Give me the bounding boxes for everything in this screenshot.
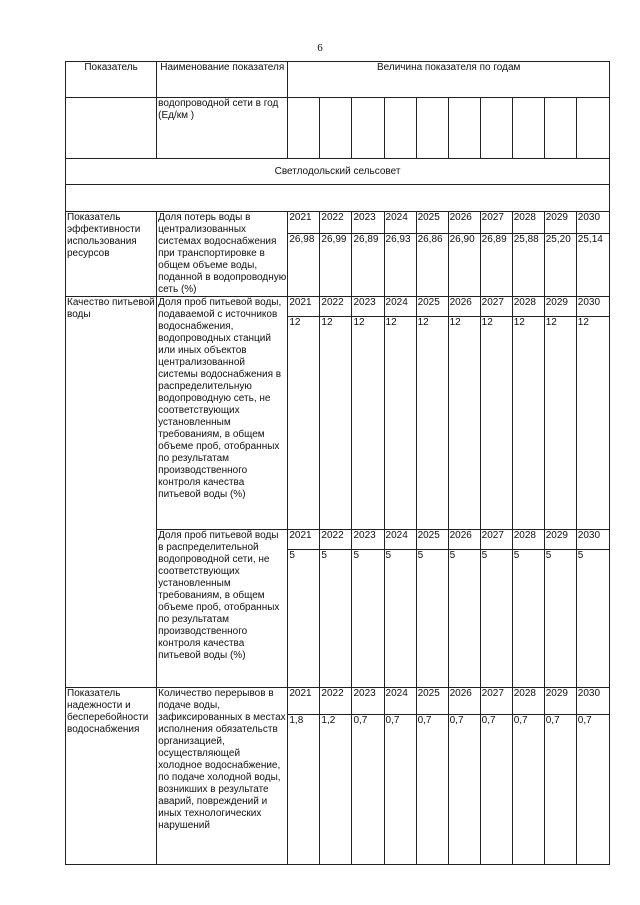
year-cell: 2028 xyxy=(512,530,544,550)
year-cell: 2022 xyxy=(320,688,352,715)
value-cell: 0,7 xyxy=(384,715,416,865)
value-cell: 12 xyxy=(576,317,609,530)
year-cell: 2029 xyxy=(544,212,576,234)
value-cell: 12 xyxy=(320,317,352,530)
years-row xyxy=(66,688,610,715)
value-cell: 0,7 xyxy=(448,715,480,865)
year-cell: 2030 xyxy=(576,530,609,550)
year-cell: 2026 xyxy=(448,530,480,550)
value-cell: 5 xyxy=(352,550,384,688)
section-row xyxy=(66,159,610,185)
year-cell: 2024 xyxy=(384,212,416,234)
year-cell: 2025 xyxy=(416,530,448,550)
value-cell: 26,93 xyxy=(384,234,416,297)
value-cell: 5 xyxy=(384,550,416,688)
year-cell: 2025 xyxy=(416,688,448,715)
value-cell: 12 xyxy=(288,317,320,530)
value-cell: 26,99 xyxy=(320,234,352,297)
value-cell: 12 xyxy=(544,317,576,530)
year-cell: 2021 xyxy=(288,212,320,234)
year-cell: 2027 xyxy=(480,688,512,715)
years-row xyxy=(66,297,610,317)
header-row xyxy=(66,62,610,98)
year-cell: 2026 xyxy=(448,297,480,317)
header-indicator: Показатель xyxy=(66,62,157,98)
year-cell: 2024 xyxy=(384,297,416,317)
value-cell: 5 xyxy=(448,550,480,688)
value-cell: 0,7 xyxy=(416,715,448,865)
continuation-empty xyxy=(66,98,157,159)
year-cell: 2029 xyxy=(544,530,576,550)
value-cell: 5 xyxy=(576,550,609,688)
value-cell: 26,90 xyxy=(448,234,480,297)
year-cell: 2029 xyxy=(544,297,576,317)
indicator-name: Доля проб питьевой воды в распределительной водопроводной сети, не соответствующих установленным требованиям, в общем объеме проб, отобранных по результатам производственного контроля качества питьевой воды (%) xyxy=(157,530,288,688)
value-cell: 12 xyxy=(448,317,480,530)
year-cell: 2022 xyxy=(320,530,352,550)
year-cell: 2023 xyxy=(352,297,384,317)
indicators-table xyxy=(65,61,610,865)
year-cell: 2023 xyxy=(352,688,384,715)
years-row xyxy=(66,212,610,234)
year-cell: 2021 xyxy=(288,297,320,317)
value-cell: 5 xyxy=(544,550,576,688)
value-cell: 12 xyxy=(512,317,544,530)
year-cell: 2027 xyxy=(480,212,512,234)
indicator-name: Доля проб питьевой воды, подаваемой с источников водоснабжения, водопроводных станций или иных объектов централизованной системы водоснабжения в распределительную водопроводную сеть, не соответствующих установленным требованиям, в общем объеме проб, отобранных по результатам производственного контроля качества питьевой воды (%) xyxy=(157,297,288,530)
value-cell: 12 xyxy=(384,317,416,530)
value-cell: 5 xyxy=(416,550,448,688)
value-cell: 5 xyxy=(480,550,512,688)
value-cell: 5 xyxy=(512,550,544,688)
page-number: 6 xyxy=(317,42,323,54)
group-name: Показатель эффективности использования ресурсов xyxy=(66,212,157,297)
year-cell: 2029 xyxy=(544,688,576,715)
header-values-by-year: Величина показателя по годам xyxy=(288,62,610,98)
year-cell: 2021 xyxy=(288,688,320,715)
year-cell: 2023 xyxy=(352,530,384,550)
value-cell: 1,8 xyxy=(288,715,320,865)
year-cell: 2026 xyxy=(448,212,480,234)
value-cell: 0,7 xyxy=(352,715,384,865)
value-cell: 25,20 xyxy=(544,234,576,297)
section-spacer xyxy=(66,185,610,212)
year-cell: 2028 xyxy=(512,297,544,317)
header-indicator-name: Наименование показателя xyxy=(157,62,288,98)
year-cell: 2028 xyxy=(512,688,544,715)
value-cell: 25,14 xyxy=(576,234,609,297)
continuation-text: водопроводной сети в год (Ед/км ) xyxy=(157,98,288,159)
value-cell: 1,2 xyxy=(320,715,352,865)
year-cell: 2026 xyxy=(448,688,480,715)
year-cell: 2027 xyxy=(480,530,512,550)
year-cell: 2021 xyxy=(288,530,320,550)
year-cell: 2024 xyxy=(384,530,416,550)
value-cell: 5 xyxy=(288,550,320,688)
year-cell: 2025 xyxy=(416,297,448,317)
section-title: Светлодольский сельсовет xyxy=(66,159,610,185)
group-name: Показатель надежности и бесперебойности водоснабжения xyxy=(66,688,157,865)
value-cell: 26,86 xyxy=(416,234,448,297)
year-cell: 2028 xyxy=(512,212,544,234)
value-cell: 26,89 xyxy=(352,234,384,297)
year-cell: 2027 xyxy=(480,297,512,317)
indicator-name: Количество перерывов в подаче воды, зафиксированных в местах исполнения обязательств организацией, осуществляющей холодное водоснабжение, по подаче холодной воды, возникших в результате аварий, повреждений и иных технологических нарушений xyxy=(157,688,288,865)
value-cell: 25,88 xyxy=(512,234,544,297)
year-cell: 2024 xyxy=(384,688,416,715)
value-cell: 12 xyxy=(416,317,448,530)
year-cell: 2030 xyxy=(576,212,609,234)
value-cell: 0,7 xyxy=(512,715,544,865)
year-cell: 2025 xyxy=(416,212,448,234)
value-cell: 26,98 xyxy=(288,234,320,297)
continuation-row xyxy=(66,98,610,159)
value-cell: 5 xyxy=(320,550,352,688)
year-cell: 2030 xyxy=(576,688,609,715)
indicator-name: Доля потерь воды в централизованных системах водоснабжения при транспортировке в общем объеме воды, поданной в водопроводную сеть (%) xyxy=(158,212,287,295)
year-cell: 2022 xyxy=(320,212,352,234)
year-cell: 2030 xyxy=(576,297,609,317)
value-cell: 0,7 xyxy=(544,715,576,865)
year-cell: 2022 xyxy=(320,297,352,317)
value-cell: 26,89 xyxy=(480,234,512,297)
value-cell: 0,7 xyxy=(576,715,609,865)
group-name: Качество питьевой воды xyxy=(66,297,157,688)
value-cell: 0,7 xyxy=(480,715,512,865)
value-cell: 12 xyxy=(480,317,512,530)
year-cell: 2023 xyxy=(352,212,384,234)
value-cell: 12 xyxy=(352,317,384,530)
